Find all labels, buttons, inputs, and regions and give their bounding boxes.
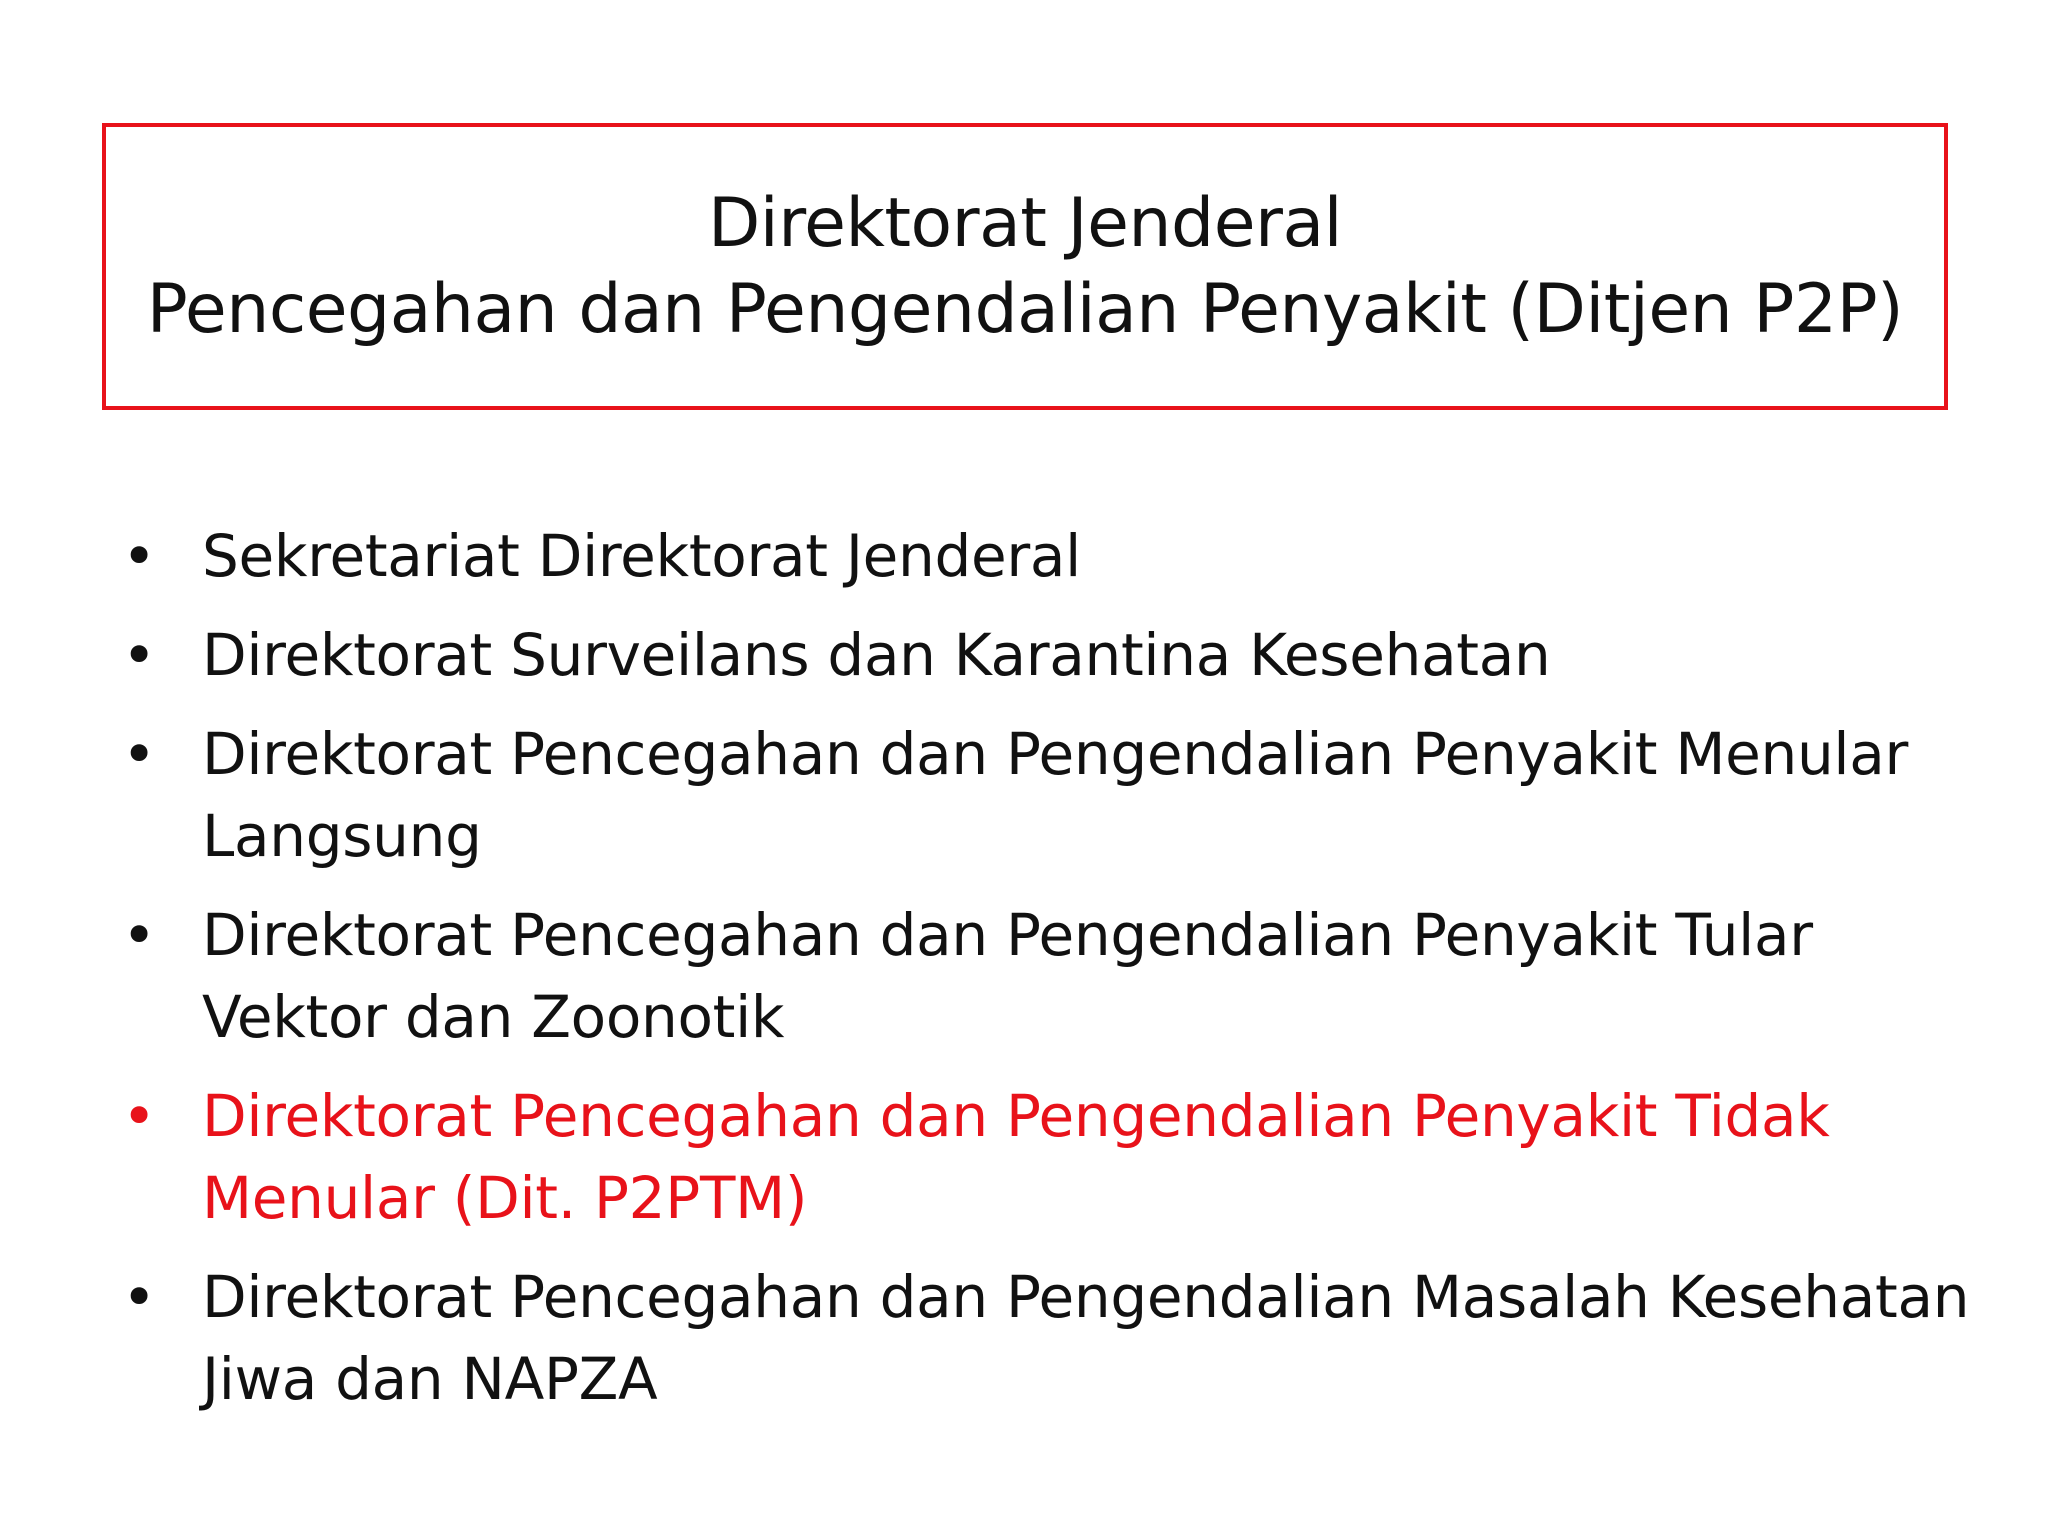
list-item: [118, 614, 1978, 696]
list-item: [118, 713, 1978, 877]
list-item-text: Sekretariat Direktorat Jenderal: [202, 522, 1081, 590]
bullet-icon: •: [122, 621, 156, 689]
list-item-text: Direktorat Pencegahan dan Pengendalian Masalah Kesehatan Jiwa dan NAPZA: [202, 1263, 1970, 1413]
list-item: [118, 894, 1978, 1058]
bullet-icon: •: [122, 1082, 156, 1150]
list-item: [118, 515, 1978, 597]
directorate-list: [118, 515, 1978, 1437]
list-item-text: Direktorat Pencegahan dan Pengendalian Penyakit Tular Vektor dan Zoonotik: [202, 901, 1813, 1051]
list-item-text: Direktorat Surveilans dan Karantina Kesehatan: [202, 621, 1551, 689]
title-line-1: Direktorat Jenderal: [707, 183, 1343, 263]
title-box: [102, 123, 1948, 410]
bullet-icon: •: [122, 901, 156, 969]
list-item-text: Direktorat Pencegahan dan Pengendalian Penyakit Tidak Menular (Dit. P2PTM): [202, 1082, 1830, 1232]
list-item-text: Direktorat Pencegahan dan Pengendalian Penyakit Menular Langsung: [202, 720, 1909, 870]
list-item: [118, 1256, 1978, 1420]
title-line-2: Pencegahan dan Pengendalian Penyakit (Ditjen P2P): [146, 269, 1904, 349]
list-item-highlighted: [118, 1075, 1978, 1239]
bullet-icon: •: [122, 1263, 156, 1331]
bullet-icon: •: [122, 522, 156, 590]
bullet-icon: •: [122, 720, 156, 788]
